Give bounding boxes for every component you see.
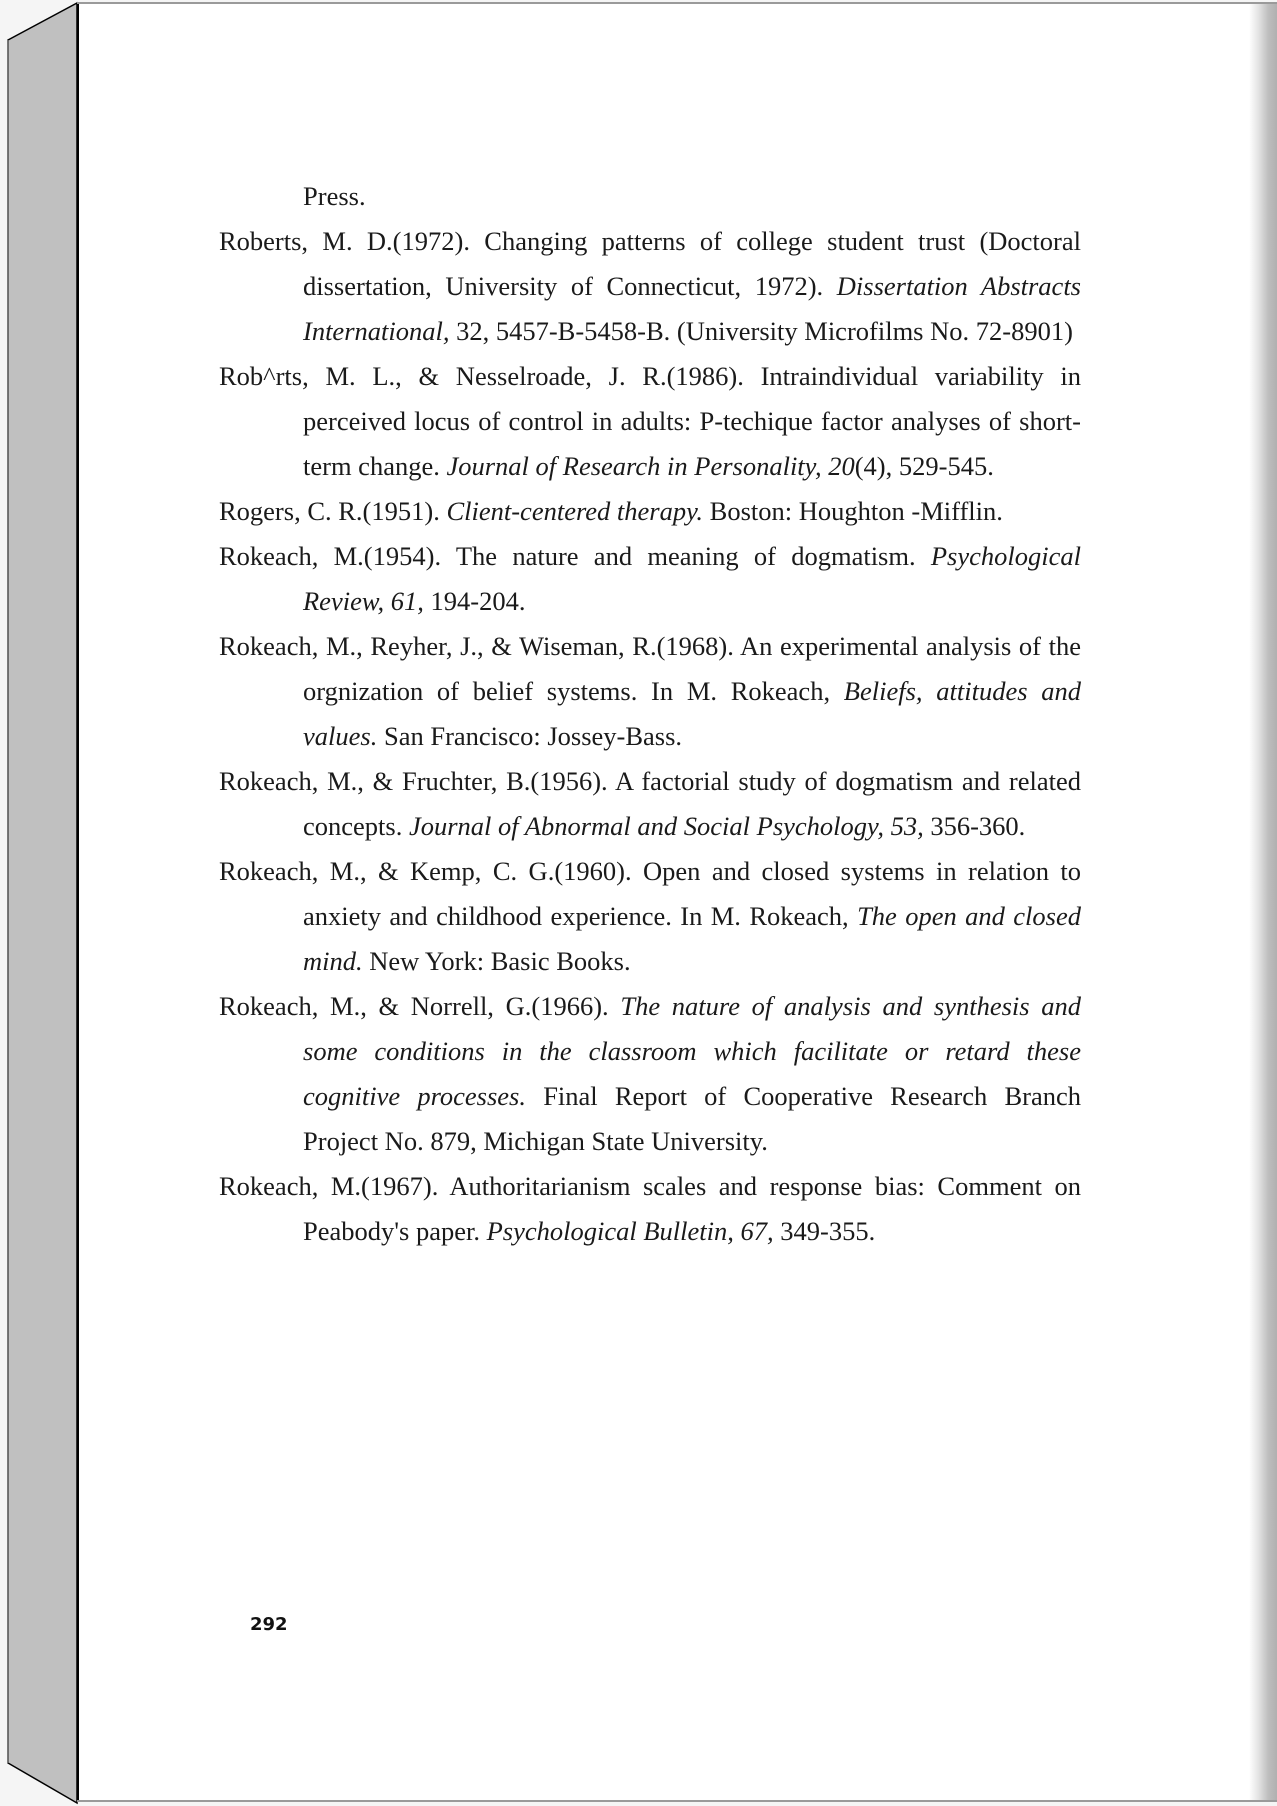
reference-text: 349-355.	[773, 1216, 876, 1246]
reference-text: Rokeach, M., & Norrell, G.(1966).	[219, 991, 621, 1021]
reference-list	[219, 174, 1081, 1254]
reference-text: Press.	[303, 181, 366, 211]
reference-source-title: Client-centered therapy.	[446, 496, 704, 526]
reference-entry	[219, 984, 1081, 1164]
reference-continuation	[219, 174, 1081, 219]
reference-source-title: Psychological Bulletin, 67,	[486, 1216, 774, 1246]
reference-source-title: Beliefs, attitudes and values.	[303, 676, 1081, 751]
reference-text: Roberts, M. D.(1972). Changing patterns of college student trust (Doctoral dissertation, University of Connecticut, 1972).	[219, 226, 1081, 301]
reference-text: Rokeach, M.(1954). The nature and meaning of dogmatism.	[219, 541, 931, 571]
reference-entry	[219, 354, 1081, 489]
reference-text: 194-204.	[423, 586, 526, 616]
reference-entry	[219, 534, 1081, 624]
book-spine	[0, 0, 80, 1806]
reference-text: New York: Basic Books.	[362, 946, 631, 976]
reference-entry	[219, 219, 1081, 354]
reference-entry	[219, 849, 1081, 984]
reference-source-title: Journal of Research in Personality, 20	[446, 451, 855, 481]
reference-source-title: The nature of analysis and synthesis and some conditions in the classroom which facilitate or retard these cognitive processes.	[303, 991, 1081, 1111]
reference-entry	[219, 759, 1081, 849]
reference-source-title: Dissertation Abstracts International,	[303, 271, 1081, 346]
reference-entry	[219, 624, 1081, 759]
page-edge-shadow	[1249, 4, 1277, 1800]
reference-source-title: The open and closed mind.	[303, 901, 1081, 976]
reference-text: Rokeach, M., & Kemp, C. G.(1960). Open and closed systems in relation to anxiety and childhood experience. In M. Rokeach,	[219, 856, 1081, 931]
reference-text: Final Report of Cooperative Research Branch Project No. 879, Michigan State University.	[303, 1081, 1081, 1156]
reference-text: Rokeach, M., Reyher, J., & Wiseman, R.(1968). An experimental analysis of the orgnization of belief systems. In M. Rokeach,	[219, 631, 1081, 706]
reference-text: San Francisco: Jossey-Bass.	[377, 721, 683, 751]
document-page	[77, 2, 1277, 1802]
reference-text: Rokeach, M., & Fruchter, B.(1956). A factorial study of dogmatism and related concepts.	[219, 766, 1081, 841]
reference-source-title: Psychological Review, 61,	[303, 541, 1081, 616]
reference-text: 356-360.	[923, 811, 1026, 841]
reference-entry	[219, 489, 1081, 534]
reference-entry	[219, 1164, 1081, 1254]
reference-text: Boston: Houghton -Mifflin.	[703, 496, 1003, 526]
reference-text: Rogers, C. R.(1951).	[219, 496, 447, 526]
reference-text: Rob^rts, M. L., & Nesselroade, J. R.(1986). Intraindividual variability in perceived locus of control in adults: P-techique factor analyses of short-term change.	[219, 361, 1081, 481]
page-number: 292	[250, 1614, 288, 1635]
reference-source-title: Journal of Abnormal and Social Psychology, 53,	[408, 811, 924, 841]
reference-text: Rokeach, M.(1967). Authoritarianism scales and response bias: Comment on Peabody's paper.	[219, 1171, 1081, 1246]
reference-text: 32, 5457-B-5458-B. (University Microfilms No. 72-8901)	[449, 316, 1073, 346]
reference-text: (4), 529-545.	[854, 451, 994, 481]
